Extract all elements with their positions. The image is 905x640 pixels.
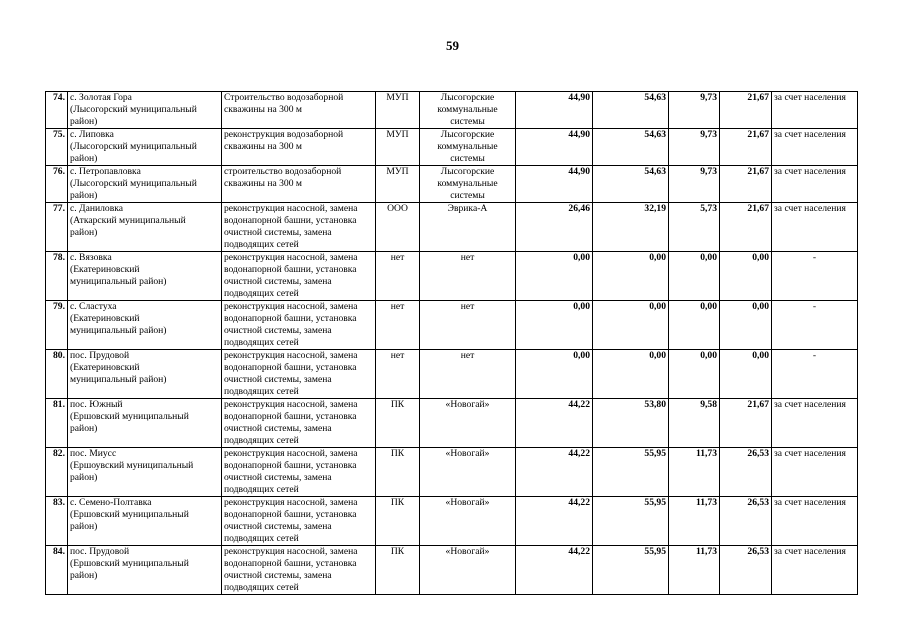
value-cell-3: 11,73 [669, 546, 720, 595]
settlement-cell-line: с. Сластуха [70, 301, 117, 312]
work-description-cell [222, 203, 376, 252]
organization-name-cell [420, 448, 516, 497]
work-description-cell-line: реконструкция насосной, замена [224, 252, 358, 263]
settlement-cell [68, 546, 222, 595]
organization-name-cell [420, 166, 516, 203]
value-cell-2: 55,95 [593, 546, 669, 595]
settlement-cell-line: район) [70, 472, 98, 483]
work-description-cell-line: водонапорной башни, установка [224, 264, 357, 275]
row-number: 80. [46, 350, 68, 399]
settlement-cell-line: (Ершовский муниципальный [70, 509, 189, 520]
value-cell-2: 54,63 [593, 166, 669, 203]
organization-name-cell-line: коммунальные [437, 178, 498, 189]
organization-name-cell-line: «Новогай» [445, 399, 490, 410]
organization-name-cell-line: «Новогай» [445, 546, 490, 557]
row-number: 76. [46, 166, 68, 203]
settlement-cell-line: пос. Прудовой [70, 546, 130, 557]
organization-name-cell [420, 497, 516, 546]
funding-source-cell: за счет населения [772, 129, 858, 166]
settlement-cell-line: (Екатериновский [70, 264, 140, 275]
work-description-cell [222, 399, 376, 448]
settlement-cell-line: с. Семено-Полтавка [70, 497, 152, 508]
table-body [46, 92, 858, 595]
settlement-cell-line: с. Вязовка [70, 252, 112, 263]
work-description-cell-line: очистной системы, замена [224, 521, 332, 532]
settlement-cell-line: муниципальный район) [70, 374, 167, 385]
settlement-cell-line: муниципальный район) [70, 276, 167, 287]
funding-source-cell: - [772, 350, 858, 399]
org-form-cell: ПК [376, 399, 420, 448]
work-description-cell-line: скважины на 300 м [224, 178, 302, 189]
org-form-cell: ПК [376, 448, 420, 497]
work-description-cell [222, 252, 376, 301]
work-description-cell-line: реконструкция насосной, замена [224, 301, 358, 312]
value-cell-2: 55,95 [593, 497, 669, 546]
table-row [46, 399, 858, 448]
organization-name-cell [420, 301, 516, 350]
work-description-cell [222, 448, 376, 497]
organization-name-cell-line: системы [450, 116, 485, 127]
work-description-cell-line: очистной системы, замена [224, 374, 332, 385]
work-description-cell-line: подводящих сетей [224, 484, 299, 495]
work-description-cell-line: реконструкция насосной, замена [224, 448, 358, 459]
settlement-cell-line: (Лысогорский муниципальный [70, 104, 197, 115]
table-row [46, 252, 858, 301]
settlement-cell-line: с. Золотая Гора [70, 92, 132, 103]
work-description-cell-line: водонапорной башни, установка [224, 411, 357, 422]
settlement-cell-line: район) [70, 116, 98, 127]
settlement-cell-line: район) [70, 190, 98, 201]
value-cell-4: 21,67 [720, 129, 772, 166]
row-number: 77. [46, 203, 68, 252]
value-cell-4: 0,00 [720, 252, 772, 301]
page-number: 59 [446, 38, 459, 53]
funding-source-cell: за счет населения [772, 546, 858, 595]
work-description-cell-line: подводящих сетей [224, 239, 299, 250]
row-number: 82. [46, 448, 68, 497]
water-supply-table [45, 91, 858, 595]
work-description-cell-line: очистной системы, замена [224, 570, 332, 581]
work-description-cell-line: реконструкция насосной, замена [224, 497, 358, 508]
value-cell-1: 44,90 [516, 166, 593, 203]
settlement-cell-line: с. Даниловка [70, 203, 124, 214]
work-description-cell [222, 301, 376, 350]
organization-name-cell-line: Лысогорские [440, 166, 495, 177]
settlement-cell [68, 399, 222, 448]
value-cell-3: 11,73 [669, 448, 720, 497]
value-cell-4: 26,53 [720, 448, 772, 497]
work-description-cell-line: водонапорной башни, установка [224, 509, 357, 520]
organization-name-cell [420, 129, 516, 166]
work-description-cell-line: Строительство водозаборной [224, 92, 344, 103]
work-description-cell-line: реконструкция насосной, замена [224, 350, 358, 361]
table-row [46, 301, 858, 350]
funding-source-cell: за счет населения [772, 399, 858, 448]
value-cell-1: 0,00 [516, 301, 593, 350]
settlement-cell-line: пос. Южный [70, 399, 123, 410]
row-number: 79. [46, 301, 68, 350]
work-description-cell-line: подводящих сетей [224, 533, 299, 544]
settlement-cell [68, 166, 222, 203]
settlement-cell-line: (Ершоувский муниципальный [70, 460, 194, 471]
work-description-cell-line: подводящих сетей [224, 386, 299, 397]
organization-name-cell-line: системы [450, 190, 485, 201]
organization-name-cell [420, 399, 516, 448]
organization-name-cell [420, 350, 516, 399]
work-description-cell [222, 166, 376, 203]
value-cell-3: 0,00 [669, 252, 720, 301]
value-cell-4: 21,67 [720, 203, 772, 252]
work-description-cell-line: очистной системы, замена [224, 227, 332, 238]
settlement-cell-line: пос. Прудовой [70, 350, 130, 361]
organization-name-cell-line: нет [460, 252, 475, 263]
work-description-cell-line: водонапорной башни, установка [224, 558, 357, 569]
organization-name-cell-line: нет [460, 350, 475, 361]
work-description-cell-line: подводящих сетей [224, 288, 299, 299]
value-cell-1: 0,00 [516, 252, 593, 301]
value-cell-3: 11,73 [669, 497, 720, 546]
organization-name-cell-line: системы [450, 153, 485, 164]
settlement-cell [68, 448, 222, 497]
org-form-cell: МУП [376, 92, 420, 129]
settlement-cell-line: (Ершовский муниципальный [70, 411, 189, 422]
value-cell-1: 44,22 [516, 546, 593, 595]
value-cell-4: 21,67 [720, 399, 772, 448]
table-row [46, 129, 858, 166]
settlement-cell-line: (Лысогорский муниципальный [70, 141, 197, 152]
work-description-cell-line: реконструкция насосной, замена [224, 203, 358, 214]
work-description-cell [222, 497, 376, 546]
organization-name-cell-line: «Новогай» [445, 448, 490, 459]
org-form-cell: нет [376, 350, 420, 399]
value-cell-3: 9,73 [669, 166, 720, 203]
work-description-cell-line: скважины на 300 м [224, 141, 302, 152]
org-form-cell: нет [376, 301, 420, 350]
table-row [46, 497, 858, 546]
org-form-cell: МУП [376, 166, 420, 203]
value-cell-4: 0,00 [720, 350, 772, 399]
value-cell-4: 21,67 [720, 166, 772, 203]
table-row [46, 546, 858, 595]
org-form-cell: ПК [376, 546, 420, 595]
funding-source-cell: - [772, 252, 858, 301]
organization-name-cell [420, 203, 516, 252]
settlement-cell [68, 350, 222, 399]
funding-source-cell: за счет населения [772, 497, 858, 546]
table-row [46, 92, 858, 129]
work-description-cell-line: водонапорной башни, установка [224, 215, 357, 226]
work-description-cell-line: очистной системы, замена [224, 276, 332, 287]
settlement-cell [68, 92, 222, 129]
work-description-cell-line: водонапорной башни, установка [224, 460, 357, 471]
work-description-cell-line: подводящих сетей [224, 337, 299, 348]
row-number: 84. [46, 546, 68, 595]
organization-name-cell [420, 546, 516, 595]
organization-name-cell-line: Эврика-А [447, 203, 488, 214]
table-row [46, 203, 858, 252]
value-cell-3: 9,73 [669, 129, 720, 166]
row-number: 83. [46, 497, 68, 546]
settlement-cell [68, 203, 222, 252]
settlement-cell-line: район) [70, 423, 98, 434]
value-cell-4: 26,53 [720, 497, 772, 546]
funding-source-cell: за счет населения [772, 92, 858, 129]
row-number: 78. [46, 252, 68, 301]
work-description-cell-line: очистной системы, замена [224, 472, 332, 483]
work-description-cell [222, 546, 376, 595]
value-cell-2: 54,63 [593, 129, 669, 166]
work-description-cell-line: подводящих сетей [224, 582, 299, 593]
settlement-cell-line: район) [70, 227, 98, 238]
value-cell-1: 26,46 [516, 203, 593, 252]
value-cell-1: 0,00 [516, 350, 593, 399]
work-description-cell-line: реконструкция насосной, замена [224, 546, 358, 557]
organization-name-cell-line: Лысогорские [440, 92, 495, 103]
org-form-cell: нет [376, 252, 420, 301]
value-cell-2: 0,00 [593, 301, 669, 350]
settlement-cell-line: (Лысогорский муниципальный [70, 178, 197, 189]
work-description-cell-line: реконструкция водозаборной [224, 129, 344, 140]
work-description-cell [222, 92, 376, 129]
settlement-cell-line: (Ершовский муниципальный [70, 558, 189, 569]
value-cell-3: 5,73 [669, 203, 720, 252]
organization-name-cell [420, 252, 516, 301]
value-cell-2: 0,00 [593, 350, 669, 399]
settlement-cell [68, 129, 222, 166]
funding-source-cell: за счет населения [772, 166, 858, 203]
row-number: 81. [46, 399, 68, 448]
value-cell-1: 44,22 [516, 448, 593, 497]
value-cell-2: 53,80 [593, 399, 669, 448]
settlement-cell [68, 497, 222, 546]
value-cell-2: 0,00 [593, 252, 669, 301]
work-description-cell-line: подводящих сетей [224, 435, 299, 446]
settlement-cell-line: с. Липовка [70, 129, 114, 140]
value-cell-1: 44,90 [516, 92, 593, 129]
table-row [46, 166, 858, 203]
organization-name-cell-line: коммунальные [437, 141, 498, 152]
organization-name-cell-line: «Новогай» [445, 497, 490, 508]
settlement-cell-line: район) [70, 570, 98, 581]
value-cell-4: 0,00 [720, 301, 772, 350]
settlement-cell-line: пос. Миусс [70, 448, 117, 459]
settlement-cell-line: (Екатериновский [70, 313, 140, 324]
settlement-cell-line: (Аткарский муниципальный [70, 215, 186, 226]
row-number: 74. [46, 92, 68, 129]
value-cell-2: 32,19 [593, 203, 669, 252]
value-cell-2: 54,63 [593, 92, 669, 129]
settlement-cell-line: район) [70, 521, 98, 532]
work-description-cell-line: скважины на 300 м [224, 104, 302, 115]
org-form-cell: ООО [376, 203, 420, 252]
work-description-cell-line: строительство водозаборной [224, 166, 342, 177]
settlement-cell-line: муниципальный район) [70, 325, 167, 336]
table-row [46, 448, 858, 497]
work-description-cell-line: водонапорной башни, установка [224, 313, 357, 324]
settlement-cell-line: (Екатериновский [70, 362, 140, 373]
settlement-cell-line: район) [70, 153, 98, 164]
work-description-cell-line: реконструкция насосной, замена [224, 399, 358, 410]
organization-name-cell-line: коммунальные [437, 104, 498, 115]
funding-source-cell: за счет населения [772, 448, 858, 497]
value-cell-1: 44,22 [516, 497, 593, 546]
organization-name-cell [420, 92, 516, 129]
table-row [46, 350, 858, 399]
value-cell-3: 0,00 [669, 301, 720, 350]
value-cell-1: 44,90 [516, 129, 593, 166]
work-description-cell [222, 350, 376, 399]
value-cell-3: 0,00 [669, 350, 720, 399]
value-cell-2: 55,95 [593, 448, 669, 497]
settlement-cell-line: с. Петропавловка [70, 166, 141, 177]
value-cell-4: 26,53 [720, 546, 772, 595]
funding-source-cell: - [772, 301, 858, 350]
value-cell-3: 9,73 [669, 92, 720, 129]
settlement-cell [68, 252, 222, 301]
funding-source-cell: за счет населения [772, 203, 858, 252]
organization-name-cell-line: нет [460, 301, 475, 312]
value-cell-3: 9,58 [669, 399, 720, 448]
settlement-cell [68, 301, 222, 350]
work-description-cell-line: очистной системы, замена [224, 423, 332, 434]
work-description-cell-line: очистной системы, замена [224, 325, 332, 336]
org-form-cell: МУП [376, 129, 420, 166]
work-description-cell [222, 129, 376, 166]
organization-name-cell-line: Лысогорские [440, 129, 495, 140]
org-form-cell: ПК [376, 497, 420, 546]
value-cell-4: 21,67 [720, 92, 772, 129]
value-cell-1: 44,22 [516, 399, 593, 448]
row-number: 75. [46, 129, 68, 166]
work-description-cell-line: водонапорной башни, установка [224, 362, 357, 373]
